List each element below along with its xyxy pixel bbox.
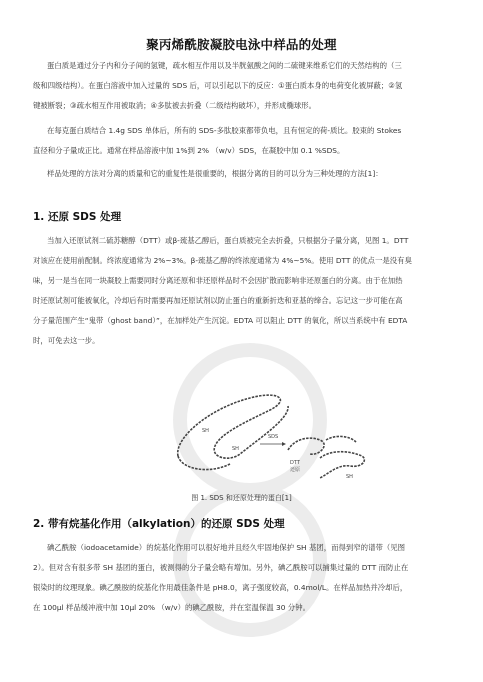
figure-1-caption: 图 1. SDS 和还原处理的蛋白[1] [191, 494, 292, 502]
text-line: 分子量范围产生“鬼带（ghost band）”，在加样处产生沉淀。EDTA 可以阻止 DTT 的氧化，所以当系统中有 EDTA [33, 316, 408, 325]
figure-label-sds: SDS [268, 434, 279, 440]
figure-arrow-head [282, 442, 286, 446]
text-line: 对该应在使用前配制。终浓度通常为 2%~3%。β-巯基乙醇的终浓度通常为 4%~5%。使用 DTT 的优点一是没有臭 [33, 256, 412, 265]
text-line: 蛋白质是通过分子内和分子间的氢键，疏水相互作用以及半胱氨酸之间的二硫键来维系它们的天然结构的（三 [47, 61, 402, 70]
text-line: 味，另一是当在同一块凝胶上需要同时分离还原和非还原样品时不会因扩散而影响非还原蛋白的分离。由于在加热 [33, 276, 403, 285]
figure-1-diagram [170, 378, 370, 488]
intro-paragraph-2 [33, 121, 458, 161]
page-title: 聚丙烯酰胺凝胶电泳中样品的处理 [146, 37, 337, 52]
text-line: 在每克蛋白质结合 1.4g SDS 单体后，所有的 SDS-多肽胶束都带负电，且有恒定的荷-质比。胶束的 Stokes [47, 126, 402, 135]
text-line: 时还原试剂可能被氧化，冷却后有时需要再加还原试剂以防止蛋白的重新折迭和亚基的缔合。忘记这一步可能在高 [33, 296, 403, 305]
text-line: 当加入还原试剂二硫苏糖醇（DTT）或β-巯基乙醇后，蛋白质被完全去折叠，只根据分子量分离，见图 1。DTT [47, 236, 409, 245]
text-line: 银染时的纹理现象。碘乙酰胺的烷基化作用最佳条件是 pH8.0，离子强度较高，0.4mol/L。在样品加热并冷却后， [33, 583, 408, 592]
figure-label-dtt: DTT [290, 460, 300, 466]
text-line: 碘乙酰胺（iodoacetamide）的烷基化作用可以很好地并且经久牢固地保护 SH 基团，而得到窄的谱带（见图 [47, 543, 406, 552]
section-1-paragraph [33, 231, 458, 351]
text-line: 直径和分子量成正比。通常在样品溶液中加 1%到 2% （w/v）SDS，在凝胶中加 0.1 %SDS。 [33, 146, 345, 155]
intro-paragraph-3 [33, 164, 458, 184]
figure-label-reduce: 还原 [290, 467, 301, 473]
text-line: 在 100μl 样品缓冲液中加 10μl 20% （w/v）的碘乙酰胺，并在室温保温 30 分钟。 [33, 603, 310, 612]
intro-paragraph-1 [33, 56, 458, 116]
section-2-paragraph [33, 538, 458, 618]
section-2-heading: 2. 带有烷基化作用（alkylation）的还原 SDS 处理 [33, 518, 285, 530]
figure-label-sh: SH [202, 428, 209, 434]
section-1-heading: 1. 还原 SDS 处理 [33, 211, 122, 223]
figure-label-sh: SH [232, 446, 239, 452]
text-line: 时，可免去这一步。 [33, 336, 100, 345]
text-line: 级和四级结构）。在蛋白溶液中加入过量的 SDS 后，可以引起以下的反应：①蛋白质本身的电荷变化被屏蔽；②氢 [33, 81, 403, 90]
text-line: 2）。但对含有很多带 SH 基团的蛋白，被测得的分子量会略有增加。另外，碘乙酰胺可以捕集过量的 DTT 而防止在 [33, 563, 409, 572]
text-line: 样品处理的方法对分离的质量和它的重复性是很重要的，根据分离的目的可以分为三种处理的方法[1]： [47, 169, 383, 178]
figure-label-sh: SH [346, 474, 353, 480]
text-line: 键被断裂；③疏水相互作用被取消；④多肽被去折叠（二级结构破坏），并形成椭球形。 [33, 101, 317, 110]
